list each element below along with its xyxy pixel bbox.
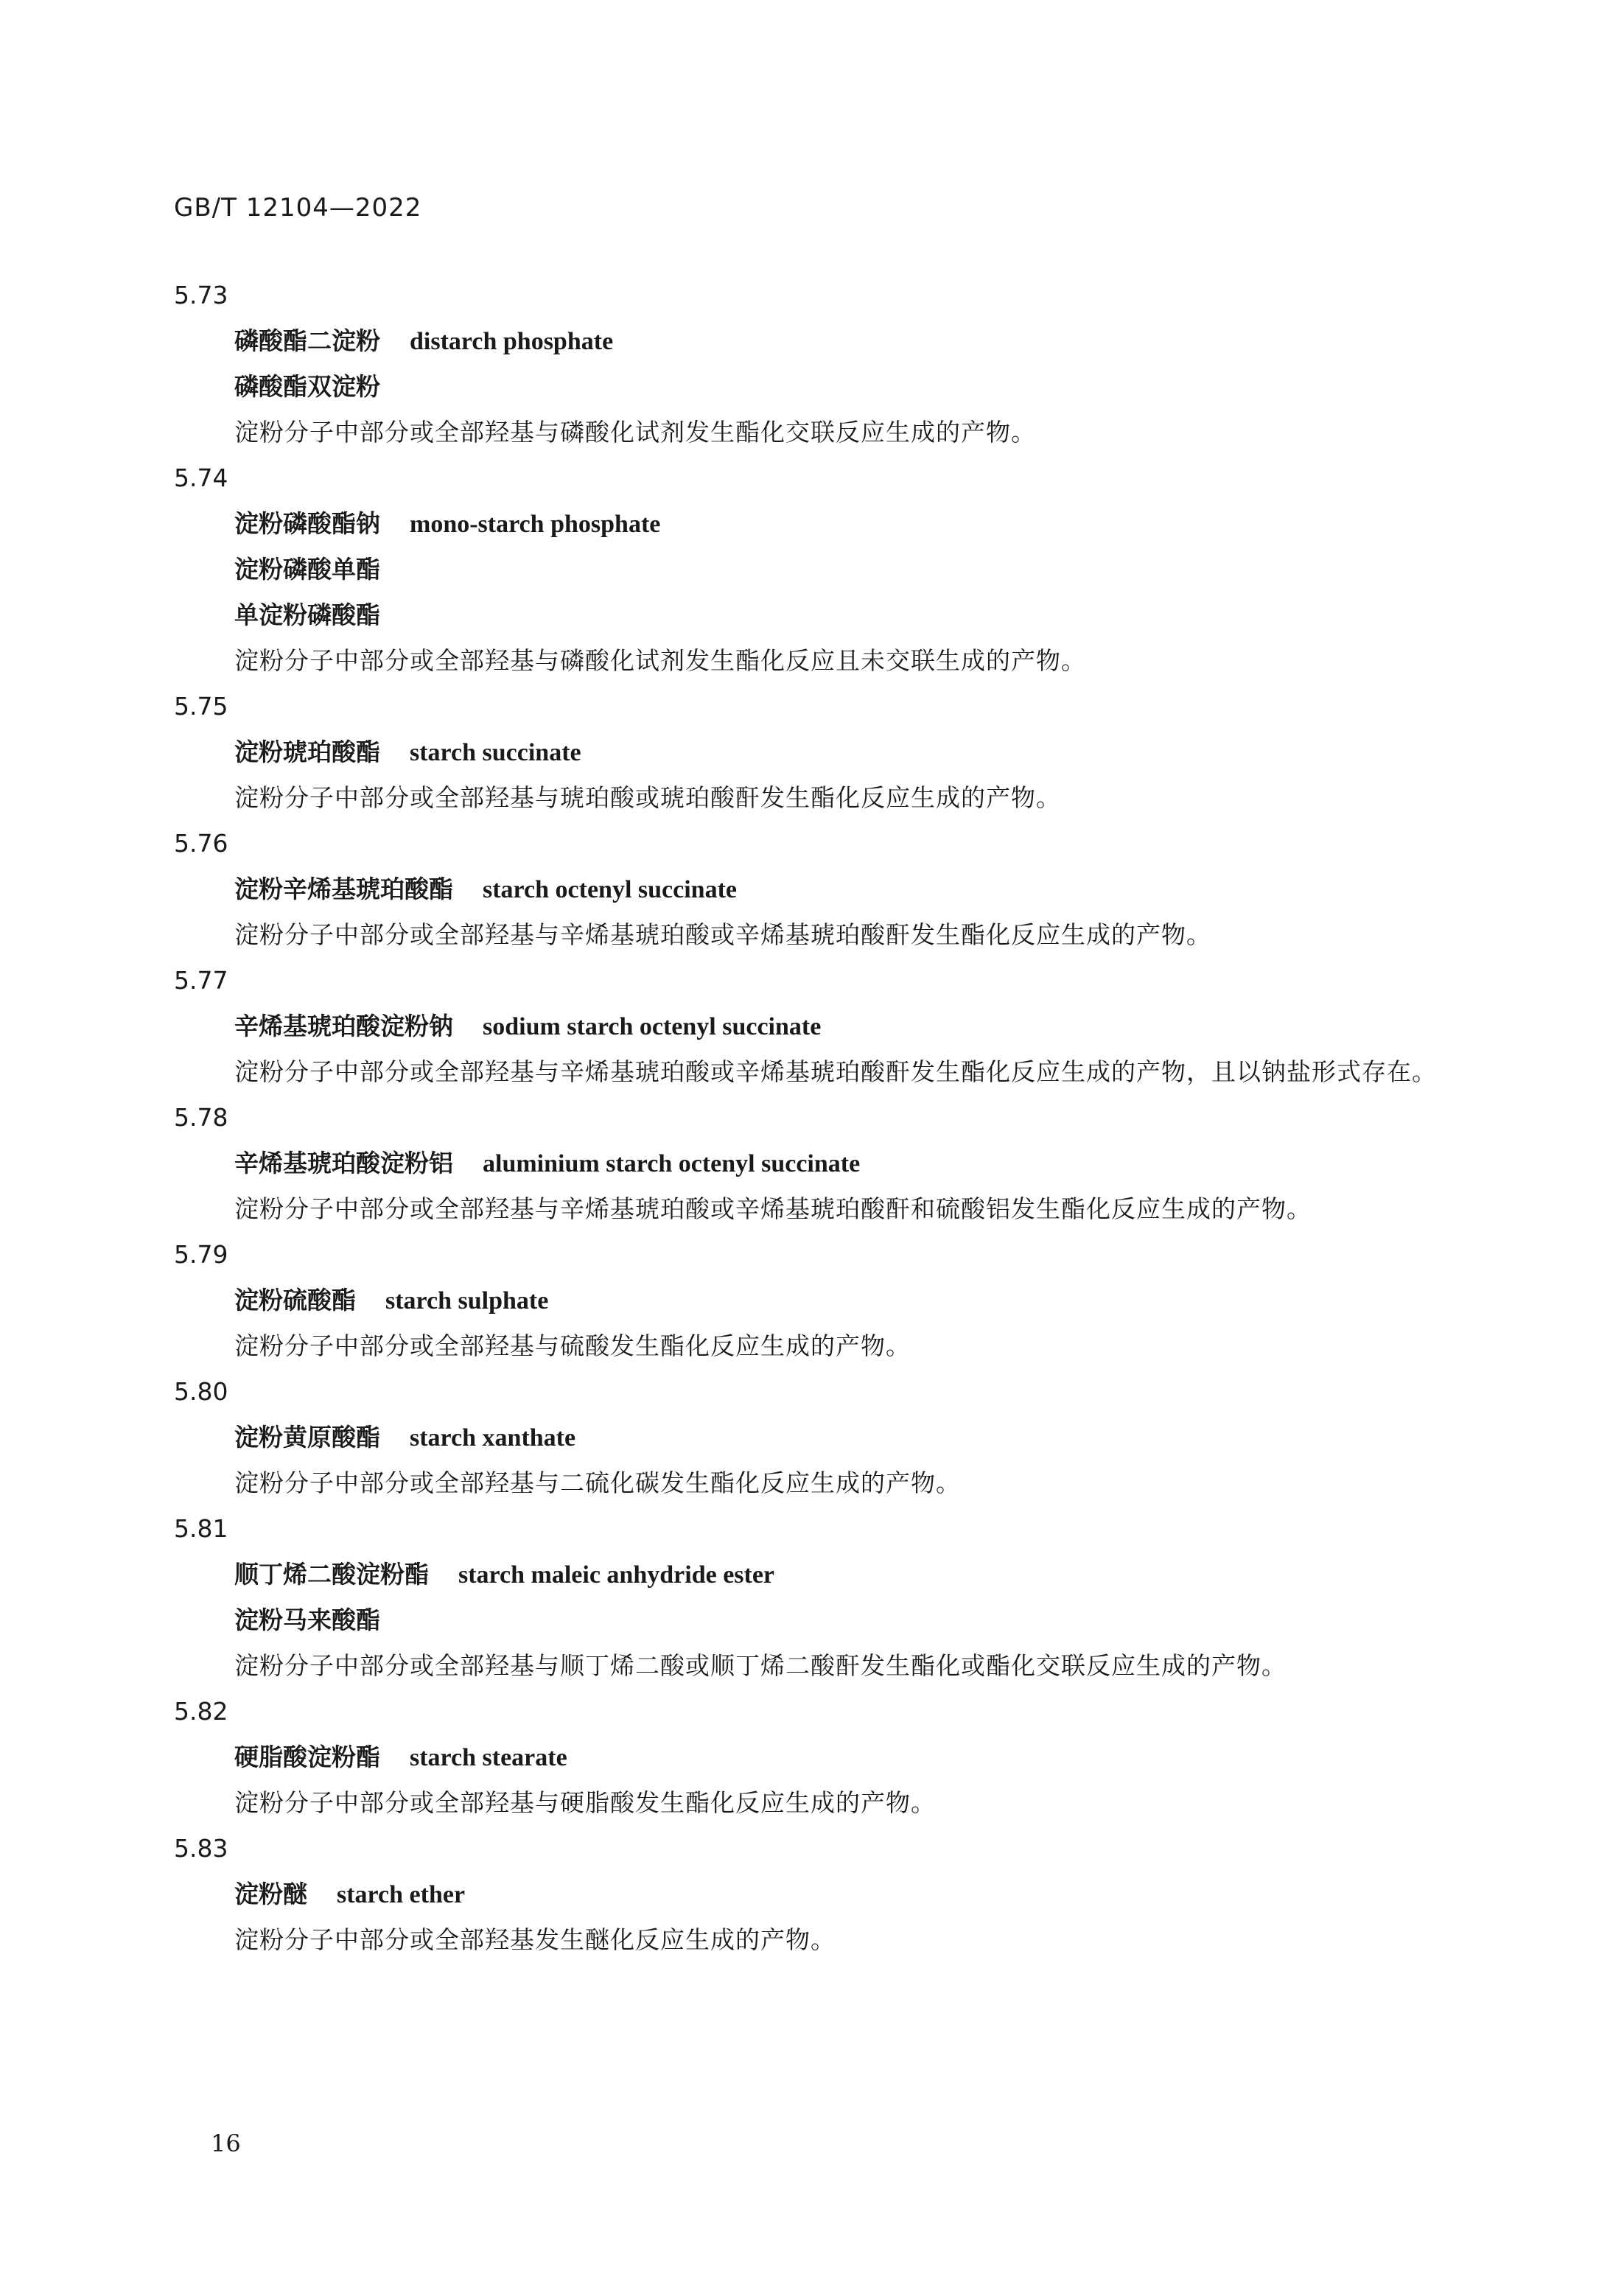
term-chinese: 淀粉醚 — [234, 1880, 307, 1908]
term-entry — [174, 1506, 1456, 1689]
term-definition: 淀粉分子中部分或全部羟基与辛烯基琥珀酸或辛烯基琥珀酸酐发生酯化反应生成的产物，且以钠盐形式存在。 — [234, 1057, 1437, 1086]
term-line — [174, 318, 1456, 364]
term-english: starch ether — [337, 1881, 466, 1908]
term-synonym: 单淀粉磷酸酯 — [234, 601, 380, 629]
term-definition: 淀粉分子中部分或全部羟基与二硫化碳发生酯化反应生成的产物。 — [234, 1468, 961, 1497]
term-definition: 淀粉分子中部分或全部羟基与磷酸化试剂发生酯化反应且未交联生成的产物。 — [234, 646, 1086, 675]
entry-number: 5.83 — [174, 1834, 228, 1863]
term-english: starch sulphate — [385, 1287, 549, 1314]
page-number: 16 — [211, 2129, 241, 2157]
term-line — [174, 1141, 1456, 1186]
term-entry — [174, 821, 1456, 958]
term-english: starch xanthate — [410, 1424, 576, 1452]
term-synonym: 磷酸酯双淀粉 — [234, 372, 380, 401]
term-definition: 淀粉分子中部分或全部羟基与硬脂酸发生酯化反应生成的产物。 — [234, 1788, 936, 1817]
term-english: aluminium starch octenyl succinate — [483, 1150, 861, 1177]
term-entry — [174, 273, 1456, 455]
term-english: mono-starch phosphate — [410, 511, 661, 538]
entry-number: 5.75 — [174, 692, 228, 721]
term-entry — [174, 1826, 1456, 1963]
term-synonym: 淀粉马来酸酯 — [234, 1606, 380, 1634]
entry-number: 5.74 — [174, 463, 228, 492]
entry-number: 5.80 — [174, 1377, 228, 1406]
term-line — [174, 1552, 1456, 1597]
term-definition: 淀粉分子中部分或全部羟基与磷酸化试剂发生酯化交联反应生成的产物。 — [234, 418, 1036, 447]
entry-number: 5.73 — [174, 281, 228, 309]
term-entry — [174, 1232, 1456, 1369]
term-chinese: 顺丁烯二酸淀粉酯 — [234, 1560, 429, 1589]
term-english: distarch phosphate — [410, 328, 614, 355]
term-entry — [174, 684, 1456, 821]
term-english: starch octenyl succinate — [483, 876, 737, 903]
term-chinese: 淀粉琥珀酸酯 — [234, 738, 380, 766]
term-english: starch stearate — [410, 1744, 567, 1771]
term-line — [174, 1278, 1456, 1323]
entry-number: 5.78 — [174, 1103, 228, 1132]
term-chinese: 淀粉硫酸酯 — [234, 1286, 356, 1314]
term-english: starch maleic anhydride ester — [458, 1561, 775, 1589]
term-english: starch succinate — [410, 739, 581, 766]
term-line — [174, 867, 1456, 912]
term-entry — [174, 1689, 1456, 1826]
term-entry — [174, 958, 1456, 1095]
term-chinese: 淀粉黄原酸酯 — [234, 1423, 380, 1452]
term-definition: 淀粉分子中部分或全部羟基与顺丁烯二酸或顺丁烯二酸酐发生酯化或酯化交联反应生成的产物。 — [234, 1651, 1287, 1680]
term-line — [174, 1872, 1456, 1917]
entry-number: 5.79 — [174, 1240, 228, 1269]
term-definition: 淀粉分子中部分或全部羟基与辛烯基琥珀酸或辛烯基琥珀酸酐和硫酸铝发生酯化反应生成的产物。 — [234, 1194, 1312, 1223]
term-line — [174, 1004, 1456, 1049]
terms-list — [174, 273, 1456, 1963]
term-synonym: 淀粉磷酸单酯 — [234, 555, 380, 584]
term-entry — [174, 1369, 1456, 1506]
term-chinese: 硬脂酸淀粉酯 — [234, 1743, 380, 1771]
term-chinese: 辛烯基琥珀酸淀粉铝 — [234, 1149, 453, 1177]
term-chinese: 辛烯基琥珀酸淀粉钠 — [234, 1012, 453, 1040]
term-chinese: 淀粉辛烯基琥珀酸酯 — [234, 875, 453, 903]
term-definition: 淀粉分子中部分或全部羟基与琥珀酸或琥珀酸酐发生酯化反应生成的产物。 — [234, 783, 1061, 812]
entry-number: 5.82 — [174, 1697, 228, 1726]
term-chinese: 淀粉磷酸酯钠 — [234, 509, 380, 538]
entry-number: 5.81 — [174, 1514, 228, 1543]
term-entry — [174, 1095, 1456, 1232]
term-definition: 淀粉分子中部分或全部羟基与硫酸发生酯化反应生成的产物。 — [234, 1331, 911, 1360]
term-entry — [174, 455, 1456, 684]
term-line — [174, 1415, 1456, 1460]
term-english: sodium starch octenyl succinate — [483, 1013, 822, 1040]
entry-number: 5.77 — [174, 966, 228, 995]
term-definition: 淀粉分子中部分或全部羟基与辛烯基琥珀酸或辛烯基琥珀酸酐发生酯化反应生成的产物。 — [234, 920, 1211, 949]
term-definition: 淀粉分子中部分或全部羟基发生醚化反应生成的产物。 — [234, 1925, 836, 1954]
term-line — [174, 501, 1456, 547]
standard-number: GB/T 12104—2022 — [174, 193, 422, 223]
term-line — [174, 1734, 1456, 1780]
term-line — [174, 729, 1456, 775]
term-chinese: 磷酸酯二淀粉 — [234, 326, 380, 355]
entry-number: 5.76 — [174, 829, 228, 858]
